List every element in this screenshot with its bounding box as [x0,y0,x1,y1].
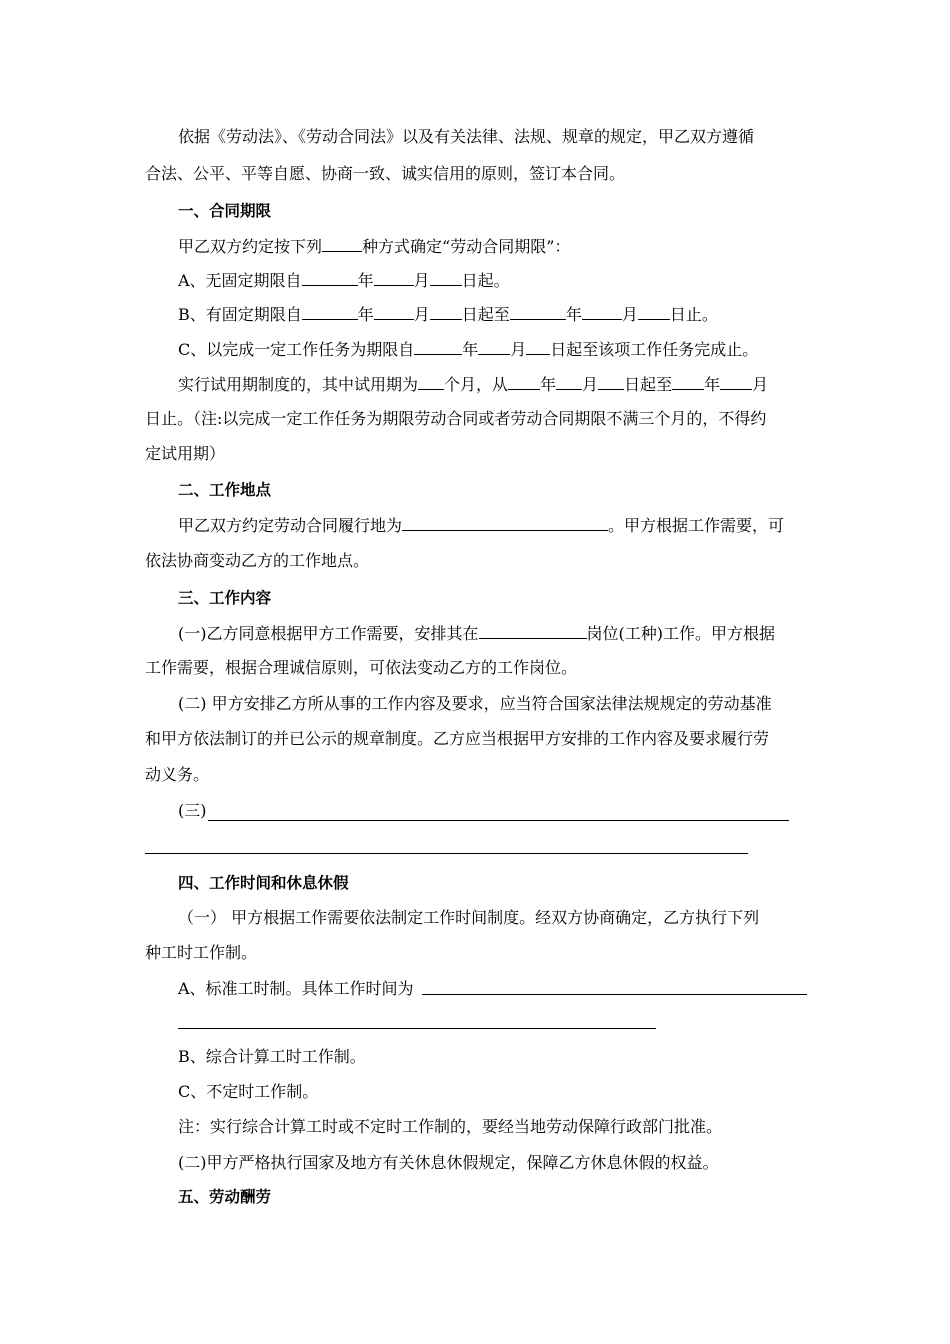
year-label: 年 [540,375,557,394]
trial-text-b: 个月，从 [444,375,509,394]
blank-field[interactable] [510,304,566,320]
month-label: 月 [413,305,430,324]
blank-field[interactable] [302,270,358,286]
option-b-label: B、有固定期限自 [178,305,302,324]
s2-line-1 [178,515,784,536]
blank-field[interactable] [302,304,358,320]
section-1-heading: 一、合同期限 [178,202,272,220]
s4-note: 注：实行综合计算工时或不定时工作制的，要经当地劳动保障行政部门批准。 [178,1117,723,1136]
blank-field[interactable] [374,270,414,286]
blank-field[interactable] [672,374,704,390]
s3-p1-line-1 [178,623,775,644]
s3-p2-line-2: 和甲方依法制订的并已公示的规章制度。乙方应当根据甲方安排的工作内容及要求履行劳 [145,729,770,748]
day-label: 日起至 [461,305,510,324]
blank-field[interactable] [430,270,462,286]
s4-option-a: A、标准工时制。具体工作时间为 [178,979,414,998]
blank-field[interactable] [556,374,582,390]
section-4-heading: 四、工作时间和休息休假 [178,874,349,892]
day-label: 日止。 [669,305,718,324]
year-label: 年 [357,305,374,324]
s1-trial-line-2: 日止。（注:以完成一定工作任务为期限劳动合同或者劳动合同期限不满三个月的，不得约 [145,409,767,428]
blank-field[interactable] [638,304,670,320]
blank-field[interactable] [322,236,362,252]
s4-p1-line-2: 种工时工作制。 [145,943,258,962]
blank-field[interactable] [402,515,608,531]
s3-p2-line-1: (二) 甲方安排乙方所从事的工作内容及要求，应当符合国家法律法规规定的劳动基准 [178,694,772,713]
month-label: 月 [510,340,527,359]
month-label: 月 [621,305,638,324]
s1-option-b [178,304,718,325]
option-a-label: A、无固定期限自 [178,271,302,290]
s3-p3-label: (三) [178,801,207,820]
blank-field[interactable] [582,304,622,320]
day-label: 日起至 [624,375,673,394]
section-2-heading: 二、工作地点 [178,481,272,499]
s1-option-a [178,270,510,291]
option-c-label: C、以完成一定工作任务为期限自 [178,340,415,359]
s3-text-a: (一)乙方同意根据甲方工作需要，安排其在 [178,624,479,643]
s3-p1-line-2: 工作需要，根据合理诚信原则，可依法变动乙方的工作岗位。 [145,658,578,677]
section-5-heading: 五、劳动酬劳 [178,1188,272,1206]
s1-term-method-text-a: 甲乙双方约定按下列 [178,237,323,256]
s1-trial-line-3: 定试用期） [145,444,226,463]
s1-term-method-text-b: 种方式确定“劳动合同期限”： [362,237,571,256]
blank-line[interactable] [178,1028,656,1029]
month-label: 月 [752,375,769,394]
blank-field[interactable] [414,339,462,355]
intro-line-1: 依据《劳动法》、《劳动合同法》以及有关法律、法规、规章的规定，甲乙双方遵循 [178,127,755,146]
s4-option-c: C、不定时工作制。 [178,1082,319,1101]
blank-field[interactable] [479,623,587,639]
blank-field[interactable] [526,339,550,355]
month-label: 月 [582,375,599,394]
blank-field[interactable] [374,304,414,320]
intro-line-2: 合法、公平、平等自愿、协商一致、诚实信用的原则，签订本合同。 [145,164,626,183]
month-label: 月 [413,271,430,290]
day-label: 日起。 [461,271,510,290]
year-label: 年 [357,271,374,290]
s4-option-b: B、综合计算工时工作制。 [178,1047,366,1066]
s3-text-b: 岗位(工种)工作。甲方根据 [586,624,775,643]
s2-line-2: 依法协商变动乙方的工作地点。 [145,551,370,570]
s3-p2-line-3: 动义务。 [145,765,210,784]
s4-p1-line-1: （一） 甲方根据工作需要依法制定工作时间制度。经双方协商确定，乙方执行下列 [178,908,760,927]
blank-field[interactable] [478,339,510,355]
s4-p2: (二)甲方严格执行国家及地方有关休息休假规定，保障乙方休息休假的权益。 [178,1153,719,1172]
blank-field[interactable] [508,374,540,390]
blank-line[interactable] [145,853,748,854]
year-label: 年 [565,305,582,324]
year-label: 年 [462,340,479,359]
c-end-label: 日起至该项工作任务完成止。 [550,340,759,359]
blank-field[interactable] [418,374,444,390]
blank-field[interactable] [430,304,462,320]
s1-option-c [178,339,758,360]
s1-term-method [178,236,570,257]
trial-text-a: 实行试用期制度的，其中试用期为 [178,375,419,394]
blank-line[interactable] [208,820,789,821]
s2-text-b: 。甲方根据工作需要，可 [608,516,785,535]
blank-line[interactable] [422,994,807,995]
blank-field[interactable] [720,374,752,390]
s1-trial-line-1 [178,374,768,395]
section-3-heading: 三、工作内容 [178,589,272,607]
blank-field[interactable] [598,374,624,390]
year-label: 年 [704,375,721,394]
s2-text-a: 甲乙双方约定劳动合同履行地为 [178,516,403,535]
